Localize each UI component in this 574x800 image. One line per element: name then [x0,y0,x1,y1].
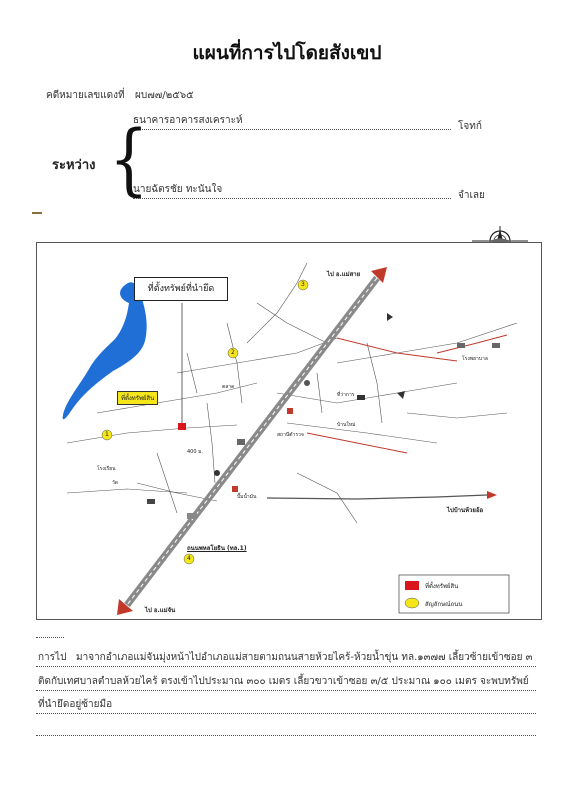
east-destination: ไปบ้านห้วยอ้อ [447,507,484,514]
description-rule [36,637,64,638]
east-arrow-icon [487,491,497,499]
map-place-label: ตลาด [222,384,235,390]
circle-number: 4 [187,555,191,562]
brace-symbol: { [108,115,149,205]
east-road [267,495,487,499]
map-place-label: ปั๊มน้ำมัน [237,494,257,500]
plaintiff-name: ธนาคารอาคารสงเคราะห์ [133,115,243,126]
page-title: แผนที่การไปโดยสังเขป [192,42,382,64]
defendant-line [133,198,451,199]
property-callout: ที่ตั้งทรัพย์ที่นำยึด [134,277,228,301]
map-place-label: วัด [112,480,119,486]
description-line-1: มาจากอำเภอแม่จันมุ่งหน้าไปอำเภอแม่สายตามถนนสายห้วยไคร้-ห้วยน้ำขุ่น ทล.๑๓๗๗ เลี้ยวซ้ายเข้าซอย ๓ [76,652,533,663]
defendant-name: นายฉัตรชัย ทะนันใจ [133,184,223,195]
map-place-label: ที่ว่าการ [337,392,355,398]
distance-label: 400 ม. [187,449,204,455]
dot-rule-2 [36,690,536,691]
property-tag: ที่ตั้งทรัพย์สิน [117,391,158,405]
dot-rule-4 [36,735,536,736]
legend-label: ที่ตั้งทรัพย์สิน [425,583,459,590]
map-place-label: โรงพยาบาล [462,356,488,362]
location-map [36,242,542,620]
property-marker [178,423,186,430]
defendant-role: จำเลย [458,190,485,201]
description-line-3: ที่นำยึดอยู่ซ้ายมือ [38,699,113,710]
description-line-2: ติดกับเทศบาลตำบลห้วยไคร้ ตรงเข้าไปประมาณ ๓๐๐ เมตร เลี้ยวขวาเข้าซอย ๓/๕ ประมาณ ๑๐๐ เมตร จะพบทรัพย์ [38,676,529,687]
case-number: ผบ๗๗/๒๕๖๕ [135,90,194,101]
highway-name: ถนนพหลโยธิน (ทล.1) [187,545,247,552]
dot-rule-3 [36,713,536,714]
circle-number: 1 [105,431,109,438]
scan-mark [32,212,42,214]
plaintiff-line [133,129,451,130]
between-label: ระหว่าง [52,158,96,173]
south-destination: ไป อ.แม่จัน [145,607,176,614]
map-place-label: โรงเรียน [97,466,116,472]
case-label: คดีหมายเลขแดงที่ [46,90,125,101]
circle-number: 3 [301,281,305,288]
description-label: การไป [38,652,67,663]
legend-yellow-swatch [405,598,419,608]
dot-rule-1 [36,666,536,667]
plaintiff-role: โจทก์ [458,121,482,132]
north-destination: ไป อ.แม่สาย [327,271,361,278]
legend-red-swatch [405,581,419,590]
circle-number: 2 [231,349,235,356]
map-place-label: บ้านใหม่ [337,422,356,428]
legend-label: สัญลักษณ์ถนน [425,601,463,608]
map-place-label: สถานีตำรวจ [277,432,304,438]
